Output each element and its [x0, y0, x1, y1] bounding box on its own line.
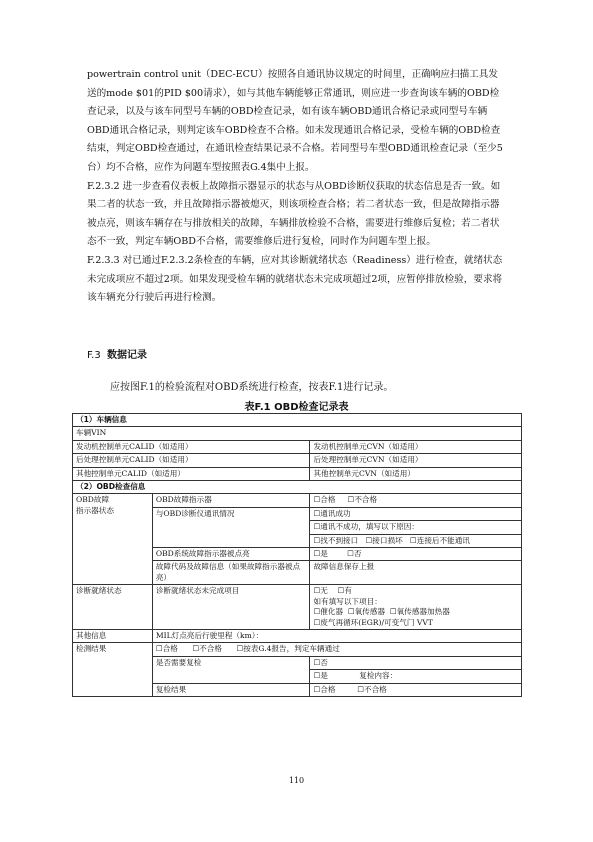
checkbox-no-comm[interactable] [410, 536, 417, 545]
obd-record-table [72, 413, 522, 697]
readiness-label: 诊断就绪状态未完成项目 [152, 585, 310, 630]
other-cvn-cell: 其他控制单元CVN（如适用） [310, 467, 522, 480]
post-calid-cell: 后处理控制单元CALID（如适用） [73, 454, 310, 467]
result-options: ☐ 合格 ☐ 不合格 ☐ 按表G.4报告，判定车辆通过 [152, 643, 521, 656]
table-row [73, 629, 522, 642]
checkbox-o2[interactable] [348, 607, 355, 616]
mil-label: OBD故障指示器 [152, 494, 310, 507]
table-row [73, 467, 522, 480]
table-row [73, 494, 522, 507]
recheck-result-label: 复检结果 [152, 683, 310, 696]
mil-options: ☐ 合格 ☐ 不合格 [310, 494, 522, 507]
engine-cvn-cell: 发动机控制单元CVN（如适用） [310, 440, 522, 453]
mil-status-group [73, 494, 153, 585]
other-calid-cell: 其他控制单元CALID（如适用） [73, 467, 310, 480]
dtc-label: 故障代码及故障信息（如果故障指示器被点亮） [152, 561, 310, 585]
recheck-yes-option: ☐ 是 复检内容： [310, 670, 522, 683]
comm-fail-reasons: ☐ 找不到接口 ☐ 接口损坏 ☐ 连接后不能通讯 [310, 534, 522, 547]
table-row [73, 440, 522, 453]
section-title: 数据记录 [107, 350, 148, 361]
mil-group-label-b: 指示器状态 [76, 505, 114, 515]
comm-label: 与OBD诊断仪通讯情况 [152, 507, 310, 547]
paragraph-f233: F.2.3.3 对已通过F.2.3.2条检查的车辆，应对其诊断就绪状态（Readiness）进行检查，就绪状态未完成项应不超过2项。如果发现受检车辆的就绪状态未完成项超过2项，应暂停排放检验，要求将该车辆充分行驶后再进行检测。 [87, 254, 503, 304]
readiness-fill-note: 如有填写以下项目： [313, 596, 382, 606]
section-heading [87, 346, 147, 361]
body-text [87, 66, 507, 308]
engine-calid-cell: 发动机控制单元CALID（如适用） [73, 440, 310, 453]
section-vehicle-info: （1）车辆信息 [73, 414, 522, 427]
recheck-content-label: 复检内容： [359, 671, 398, 681]
page-number: 110 [288, 776, 305, 785]
checkbox-o2-heater[interactable] [390, 607, 397, 616]
comm-ok-option: ☐ 通讯成功 [310, 507, 522, 520]
table-row [73, 643, 522, 656]
recheck-result-options: ☐ 合格 ☐ 不合格 [310, 683, 522, 696]
lit-options: ☐ 是 ☐ 否 [310, 548, 522, 561]
checkbox-recheck-fail[interactable] [357, 685, 364, 694]
readiness-group: 诊断就绪状态 [73, 585, 153, 630]
recheck-no-option: ☐ 否 [310, 656, 522, 669]
lit-label: OBD系统故障指示器被点亮 [152, 548, 310, 561]
paragraph-1: powertrain control unit（DEC-ECU）按照各自通讯协议规定的时间里，正确响应扫描工具发送的mode $01的PID $00请求），如与其他车辆能够正常通讯，则应进一步查询该车辆的OBD检查记录，以及与该车同型号车辆的OBD检查记录，如有该车辆OBD通讯合格记录或同型号车辆OBD通讯合格记录，则判定该车OBD检查不合格。如未发现通讯合格记录，受检车辆的OBD检查结束，判定OBD检查通过，在通讯检查结果记录不合格。若同型号车型OBD通讯检查记录（至少5台）均不合格，应作为问题车型按照表G.4集中上报。 [87, 69, 503, 173]
result-label: 检测结果 [73, 643, 153, 697]
section-obd-info: （2）OBD检查信息 [73, 481, 522, 494]
paragraph-f232: F.2.3.2 进一步查看仪表板上故障指示器显示的状态与从OBD诊断仪获取的状态信息是否一致。如果二者的状态一致，并且故障指示器被熄灭，则该项检查合格；若二者状态一致，但是故障指示器被点亮，则该车辆存在与排放相关的故障，车辆排放检验不合格，需要进行维修后复检；若二者状态不一致，判定车辆OBD不合格，需要维修后进行复检，同时作为问题车型上报。 [87, 180, 501, 248]
mil-km-cell: MIL灯点亮后行驶里程（km）： [152, 629, 521, 642]
table-row [73, 414, 522, 427]
mil-group-label-a: OBD故障 [76, 495, 110, 505]
checkbox-no[interactable] [347, 549, 354, 558]
vin-cell: 车辆VIN [73, 427, 522, 440]
table-row [73, 585, 522, 630]
checkbox-result-pass[interactable] [156, 644, 163, 653]
table-row [73, 454, 522, 467]
readiness-options: ☐ 无 ☐ 有 如有填写以下项目： ☐ 催化器 ☐ 氧传感器 ☐ 氧传感器加热器 ☐ 废气再循环(EGR)/可变气门 VVT [310, 585, 522, 630]
table-row [73, 481, 522, 494]
table-row [73, 427, 522, 440]
intro-text: 应按图F.1的检验流程对OBD系统进行检查，按表F.1进行记录。 [110, 382, 394, 393]
other-info-label: 其他信息 [73, 629, 153, 642]
post-cvn-cell: 后处理控制单元CVN（如适用） [310, 454, 522, 467]
table-caption: 表F.1 OBD检查记录表 [244, 402, 349, 413]
dtc-save-cell: 故障信息保存上报 [310, 561, 522, 585]
comm-fail-option: ☐ 通讯不成功，填写以下原因： [310, 521, 522, 534]
section-number: F.3 [87, 350, 101, 361]
recheck-label: 是否需要复检 [152, 656, 310, 683]
